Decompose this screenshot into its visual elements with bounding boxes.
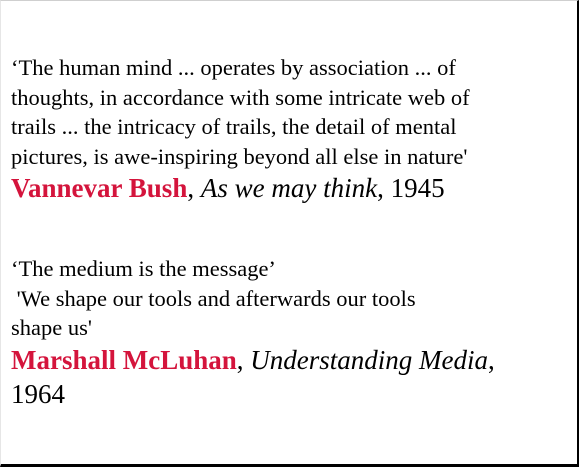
author-name: Marshall McLuhan xyxy=(11,344,237,375)
quote-block-bush xyxy=(11,53,571,205)
work-title: As we may think xyxy=(200,173,378,203)
attribution xyxy=(11,171,571,205)
quote-line: trails ... the intricacy of trails, the detail of mental xyxy=(11,114,457,139)
attribution xyxy=(11,343,571,377)
year: 1945 xyxy=(390,173,445,203)
quote-line: ‘The medium is the message’ xyxy=(11,256,276,281)
separator: , xyxy=(236,344,251,375)
quote-line: ‘The human mind ... operates by association ... of xyxy=(11,55,456,80)
quote-block-mcluhan xyxy=(11,254,571,411)
separator: , xyxy=(377,173,391,203)
author-name: Vannevar Bush xyxy=(11,173,188,203)
year: 1964 xyxy=(11,378,65,409)
separator: , xyxy=(488,344,495,375)
quote-line: pictures, is awe-inspiring beyond all else in nature' xyxy=(11,143,468,169)
quote-line: 'We shape our tools and afterwards our tools xyxy=(11,285,416,311)
work-title: Understanding Media xyxy=(250,344,489,375)
quote-line: thoughts, in accordance with some intricate web of xyxy=(11,84,470,110)
separator: , xyxy=(187,173,201,203)
quote-line: shape us' xyxy=(11,315,92,340)
